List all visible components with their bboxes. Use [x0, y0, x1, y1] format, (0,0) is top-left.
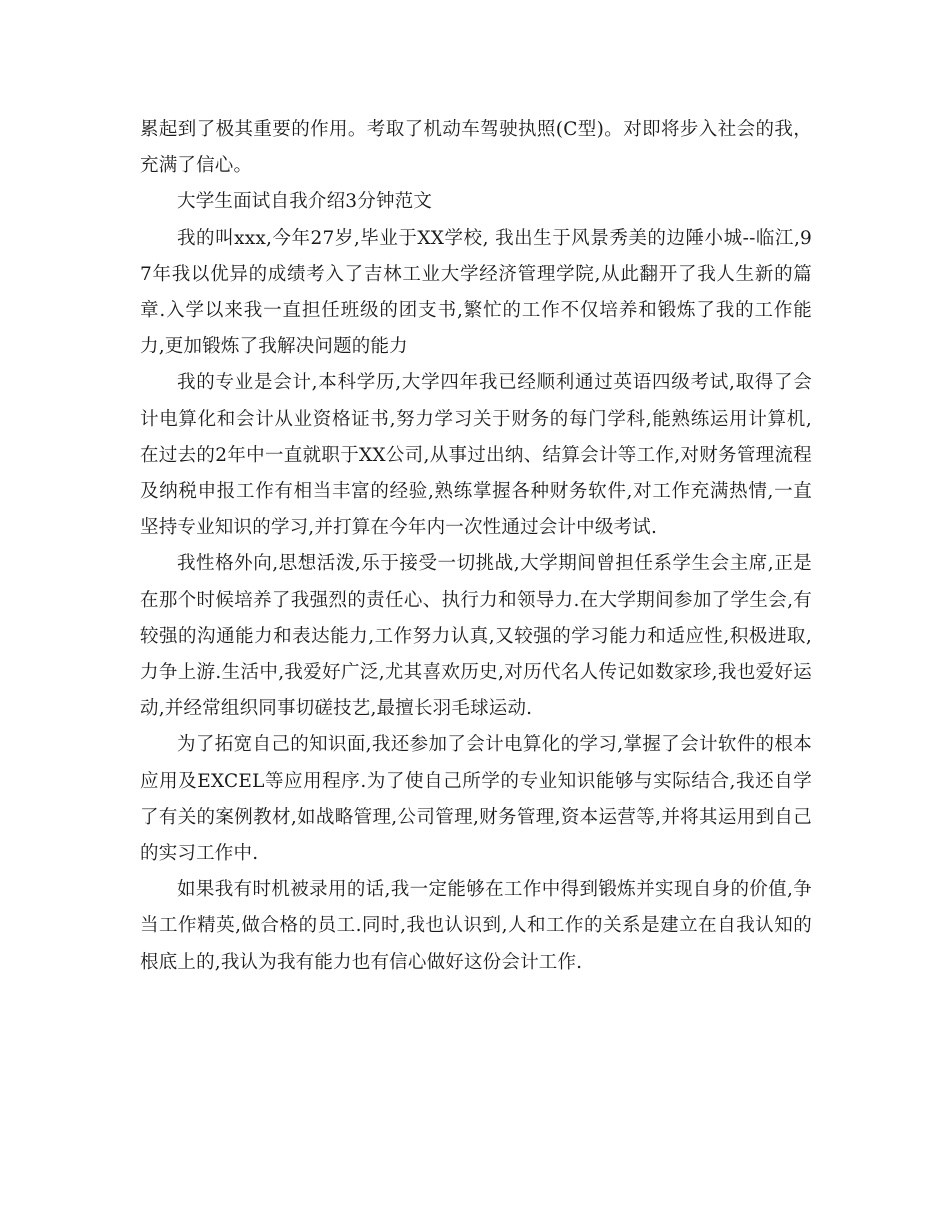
paragraph-closing: 如果我有时机被录用的话,我一定能够在工作中得到锻炼并实现自身的价值,争当工作精英,做合格的员工.同时,我也认识到,人和工作的关系是建立在自我认知的根底上的,我认为我有能力也有信心做好这份会计工作.: [140, 879, 812, 973]
section-heading: 大学生面试自我介绍3分钟范文: [177, 191, 433, 213]
paragraph-background: 我的叫xxx,今年27岁,毕业于XX学校, 我出生于风景秀美的边陲小城--临江,97年我以优异的成绩考入了吉林工业大学经济管理学院,从此翻开了我人生新的篇章.入学以来我一直担任班级的团支书,繁忙的工作不仅培养和锻炼了我的工作能力,更加锻炼了我解决问题的能力: [140, 227, 812, 358]
paragraph-learning: 为了拓宽自己的知识面,我还参加了会计电算化的学习,掌握了会计软件的根本应用及EXCEL等应用程序.为了使自己所学的专业知识能够与实际结合,我还自学了有关的案例教材,如战略管理,公司管理,财务管理,资本运营等,并将其运用到自己的实习工作中.: [140, 734, 812, 865]
paragraph-continued-intro: 累起到了极其重要的作用。考取了机动车驾驶执照(C型)。对即将步入社会的我，充满了信心。: [140, 119, 812, 177]
paragraph-major: 我的专业是会计,本科学历,大学四年我已经顺利通过英语四级考试,取得了会计电算化和会计从业资格证书,努力学习关于财务的每门学科,能熟练运用计算机,在过去的2年中一直就职于XX公司,从事过出纳、结算会计等工作,对财务管理流程及纳税申报工作有相当丰富的经验,熟练掌握各种财务软件,对工作充满热情,一直坚持专业知识的学习,并打算在今年内一次性通过会计中级考试.: [140, 372, 812, 539]
paragraph-personality: 我性格外向,思想活泼,乐于接受一切挑战,大学期间曾担任系学生会主席,正是在那个时候培养了我强烈的责任心、执行力和领导力.在大学期间参加了学生会,有较强的沟通能力和表达能力,工作努力认真,又较强的学习能力和适应性,积极进取,力争上游.生活中,我爱好广泛,尤其喜欢历史,对历代名人传记如数家珍,我也爱好运动,并经常组织同事切磋技艺,最擅长羽毛球运动.: [140, 553, 812, 720]
document-body: [140, 112, 812, 981]
